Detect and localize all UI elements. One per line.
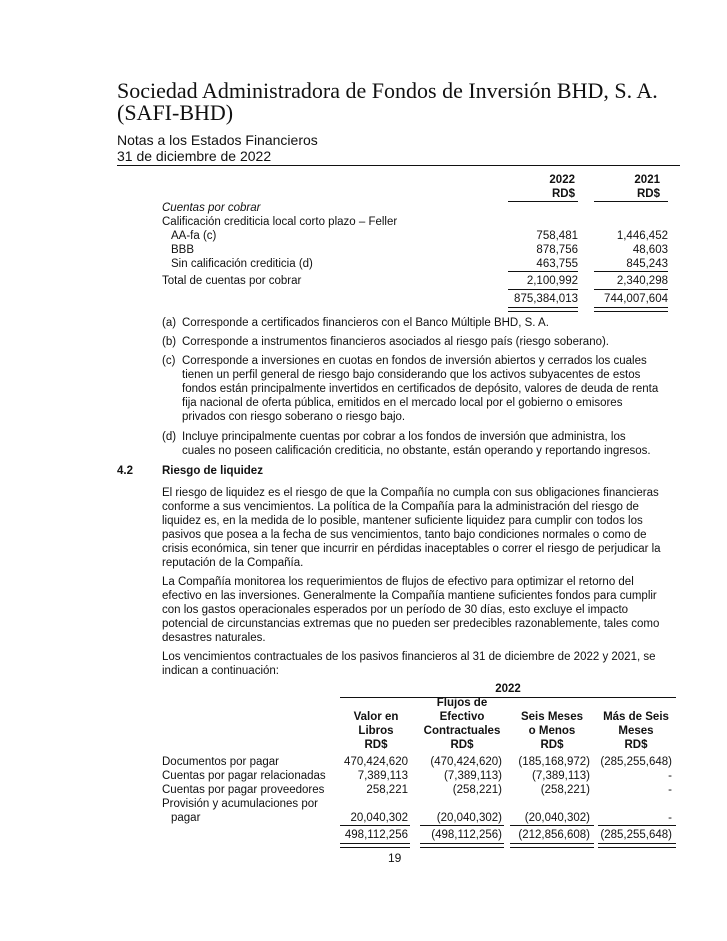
section-number: 4.2: [117, 465, 133, 477]
table-cell: (20,040,302): [436, 812, 502, 824]
paragraph-line: pasivos que posea a la fecha de sus vencimientos, tanto bajo condiciones normales o como de: [162, 529, 647, 541]
currency-2021-header: RD$: [636, 188, 660, 200]
paragraph-line: El riesgo de liquidez es el riesgo de que la Compañía no cumpla con sus obligaciones financieras: [162, 487, 659, 499]
note-mark: (c): [162, 355, 176, 367]
subtotal-line: [598, 825, 676, 826]
table-cell: (20,040,302): [524, 812, 590, 824]
header-underline-2022: [508, 201, 578, 202]
subtotal-line: [340, 825, 410, 826]
total-cell: (498,112,256): [431, 829, 502, 841]
col-header-line: Efectivo: [439, 711, 485, 723]
note-text: Corresponde a certificados financieros con el Banco Múltiple BHD, S. A.: [182, 317, 549, 329]
table-cell: 7,389,113: [357, 770, 408, 782]
section-label: Cuentas por cobrar: [162, 202, 261, 214]
total-line-2022: [508, 289, 578, 290]
col-header-line: RD$: [364, 739, 388, 751]
paragraph-line: reputación de la Compañía.: [162, 557, 304, 569]
note-line: Corresponde a inversiones en cuotas en fondos de inversión abiertos y cerrados los cuales: [182, 355, 647, 367]
company-name-line1: Sociedad Administradora de Fondos de Inversión BHD, S. A.: [117, 78, 658, 103]
rating-label: Calificación crediticia local corto plazo – Feller: [162, 216, 398, 228]
section-heading: Riesgo de liquidez: [162, 465, 263, 477]
subtotal-line-2021: [594, 271, 668, 272]
table-cell: (470,424,620): [430, 756, 502, 768]
row-label: Sin calificación crediticia (d): [171, 258, 313, 270]
col-header-line: Libros: [358, 725, 394, 737]
table-cell: 20,040,302: [350, 812, 408, 824]
col-header-line: Flujos de: [436, 697, 488, 709]
note-line: cuales no poseen calificación crediticia, no obstante, están operando y reportando ingresos.: [182, 445, 651, 457]
note-text: Corresponde a instrumentos financieros asociados al riesgo país (riesgo soberano).: [182, 336, 610, 348]
grand-total-2022: 875,384,013: [514, 293, 578, 305]
total-cell: 498,112,256: [344, 829, 408, 841]
year-underline: [340, 697, 676, 698]
note-line: tienen un perfil general de riesgo bajo considerando que los activos subyacentes de estos: [182, 369, 641, 381]
grand-double-line-2022: [508, 307, 578, 312]
table-cell: (258,221): [452, 784, 502, 796]
total-line-2021: [594, 289, 668, 290]
row-label: BBB: [171, 244, 195, 256]
row-value-2021: 1,446,452: [616, 230, 668, 242]
note-line: fija nacional de oferta pública, emitidos en el mercado local por el gobierno o emisores: [182, 397, 623, 409]
total-double-line: [510, 843, 594, 848]
table-row-label: Provisión y acumulaciones por: [162, 798, 318, 810]
year-2022-header: 2022: [549, 174, 575, 186]
paragraph-line: potencial de circunstancias extremas que no pueden ser predecibles razonablemente, tales como: [162, 618, 660, 630]
table-cell: -: [668, 770, 672, 782]
paragraph-line: La Compañía monitorea los requerimientos de flujos de efectivo para optimizar el retorno del: [162, 576, 634, 588]
row-value-2022: 463,755: [536, 258, 578, 270]
company-name-line2: (SAFI-BHD): [117, 100, 234, 125]
paragraph-line: liquidez es, en la medida de lo posible, mantener suficiente liquidez para cumplir con todos los: [162, 515, 643, 527]
subtotal-line: [420, 825, 504, 826]
paragraph-line: desastres naturales.: [162, 632, 266, 644]
total-2022: 2,100,992: [526, 275, 578, 287]
table-cell: (185,168,972): [518, 756, 590, 768]
total-double-line: [340, 843, 410, 848]
subtotal-line-2022: [508, 271, 578, 272]
table-cell: (285,255,648): [600, 756, 672, 768]
total-double-line: [598, 843, 676, 848]
col-header-line: RD$: [450, 739, 474, 751]
table-cell: 258,221: [366, 784, 408, 796]
table-row-label-cont: pagar: [171, 812, 201, 824]
row-value-2021: 48,603: [632, 244, 668, 256]
total-cell: (212,856,608): [518, 829, 590, 841]
year-2021-header: 2021: [634, 174, 660, 186]
col-header-line: o Menos: [528, 725, 576, 737]
total-double-line: [420, 843, 504, 848]
row-value-2022: 758,481: [536, 230, 578, 242]
header-divider: [117, 165, 680, 166]
grand-double-line-2021: [594, 307, 668, 312]
note-mark: (b): [162, 336, 177, 348]
note-mark: (a): [162, 317, 177, 329]
currency-2022-header: RD$: [551, 188, 575, 200]
table-year: 2022: [495, 683, 521, 695]
col-header-line: RD$: [624, 739, 648, 751]
table-row-label: Documentos por pagar: [162, 756, 279, 768]
table-cell: 470,424,620: [344, 756, 408, 768]
grand-total-2021: 744,007,604: [604, 293, 668, 305]
paragraph-line: indican a continuación:: [162, 665, 279, 677]
subtotal-line: [510, 825, 594, 826]
table-row-label: Cuentas por pagar relacionadas: [162, 770, 326, 782]
paragraph-line: con los gastos operacionales esperados por un período de 30 días, esto excluye el impacto: [162, 604, 629, 616]
note-line: fondos están principalmente invertidos en certificados de depósito, valores de deuda de renta: [182, 383, 659, 395]
doc-date: 31 de diciembre de 2022: [117, 148, 272, 164]
table-cell: (7,389,113): [444, 770, 502, 782]
col-header-line: RD$: [540, 739, 564, 751]
paragraph-line: efectivo en las inversiones. Generalmente la Compañía mantiene suficientes fondos para cumplir: [162, 590, 657, 602]
paragraph-line: crisis económica, sin tener que incurrir en pérdidas inaceptables o correr el riesgo de perjudicar la: [162, 543, 661, 555]
row-label: AA-fa (c): [171, 230, 217, 242]
col-header-line: Más de Seis: [603, 711, 669, 723]
note-line: privados con riesgo soberano o riesgo bajo.: [182, 411, 406, 423]
page-number: 19: [388, 851, 402, 865]
note-line: Incluye principalmente cuentas por cobrar a los fondos de inversión que administra, los: [182, 431, 626, 443]
col-header-line: Seis Meses: [520, 711, 583, 723]
note-mark: (d): [162, 431, 177, 443]
col-header-line: Meses: [618, 725, 654, 737]
table-cell: (258,221): [540, 784, 590, 796]
paragraph-line: Los vencimientos contractuales de los pasivos financieros al 31 de diciembre de 2022 y 2021, se: [162, 651, 656, 663]
table-cell: (7,389,113): [532, 770, 590, 782]
doc-title: Notas a los Estados Financieros: [117, 132, 318, 148]
row-value-2021: 845,243: [626, 258, 668, 270]
total-label: Total de cuentas por cobrar: [162, 275, 302, 287]
total-cell: (285,255,648): [600, 829, 672, 841]
table-cell: -: [668, 812, 672, 824]
col-header-line: Valor en: [353, 711, 399, 723]
header-underline-2021: [594, 201, 668, 202]
col-header-line: Contractuales: [423, 725, 501, 737]
paragraph-line: conforme a sus vencimientos. La política de la Compañía para la administración del riesgo de: [162, 501, 639, 513]
table-cell: -: [668, 784, 672, 796]
table-row-label: Cuentas por pagar proveedores: [162, 784, 325, 796]
row-value-2022: 878,756: [536, 244, 578, 256]
total-2021: 2,340,298: [616, 275, 668, 287]
